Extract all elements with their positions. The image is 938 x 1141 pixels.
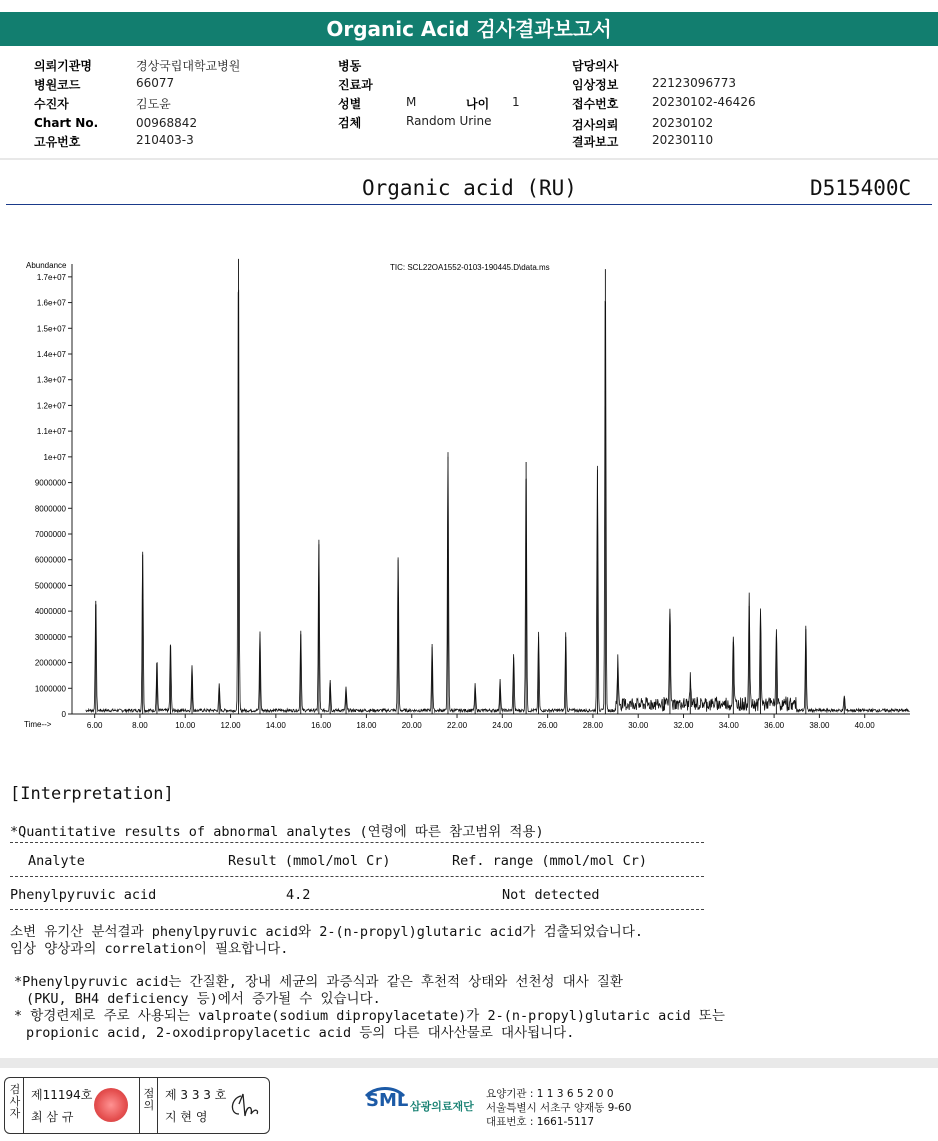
x-tick-label: 12.00 <box>220 721 241 730</box>
y-tick-label: 6000000 <box>34 555 66 565</box>
header-result: Result (mmol/mol Cr) <box>228 853 391 869</box>
row-ref: Not detected <box>502 887 600 903</box>
y-tick-label: 0 <box>61 710 66 719</box>
label-unique-no: 고유번호 <box>34 135 81 149</box>
y-tick-label: 1000000 <box>34 684 66 694</box>
y-tick-label: 1.3e+07 <box>36 375 66 385</box>
examiner-license: 제11194호 <box>31 1088 93 1102</box>
test-name: Organic acid (RU) <box>362 176 577 200</box>
x-tick-label: 8.00 <box>132 721 148 730</box>
x-tick-label: 40.00 <box>854 721 875 730</box>
y-tick-label: 1.6e+07 <box>36 298 66 308</box>
quant-note: *Quantitative results of abnormal analytes (연령에 따른 참고범위 적용) <box>10 824 544 840</box>
note2-line-2: propionic acid, 2-oxodipropylacetic acid 등의 다른 대사산물로 대사됩니다. <box>26 1025 575 1041</box>
confirmer-license: 제 3 3 3 호 <box>165 1088 227 1102</box>
contact-phone: 대표번호 : 1661-5117 <box>486 1116 595 1128</box>
value-age: 1 <box>512 95 520 109</box>
y-axis-label: Abundance <box>26 261 67 270</box>
y-tick-label: 7000000 <box>34 530 66 539</box>
note1-line-2: (PKU, BH4 deficiency 등)에서 증가될 수 있습니다. <box>26 991 381 1007</box>
value-institution: 경상국립대학교병원 <box>136 59 241 73</box>
y-tick-label: 1.1e+07 <box>36 427 66 437</box>
signature-icon <box>227 1092 261 1120</box>
label-specimen: 검체 <box>338 116 362 130</box>
chromatogram <box>20 254 938 734</box>
y-tick-label: 4000000 <box>34 607 66 617</box>
y-tick-label: 1.2e+07 <box>36 401 66 411</box>
contact-address: 서울특별시 서초구 양재동 9-60 <box>486 1102 632 1114</box>
y-tick-label: 5000000 <box>34 581 66 591</box>
x-tick-label: 6.00 <box>86 721 103 730</box>
label-patient: 수진자 <box>34 97 69 111</box>
title-rule <box>6 204 932 205</box>
x-tick-label: 16.00 <box>311 721 332 730</box>
x-tick-label: 10.00 <box>175 721 196 730</box>
value-specimen: Random Urine <box>406 114 492 128</box>
y-tick-label: 9000000 <box>34 478 66 488</box>
label-chart-no: Chart No. <box>34 116 99 130</box>
header-analyte: Analyte <box>28 853 85 869</box>
summary-line-2: 임상 양상과의 correlation이 필요합니다. <box>10 941 289 957</box>
note1-line-1: *Phenylpyruvic acid는 간질환, 장내 세균의 과증식과 같은 후천적 상태와 선천성 대사 질환 <box>14 974 623 990</box>
header-ref: Ref. range (mmol/mol Cr) <box>452 853 648 869</box>
section-divider <box>0 158 938 160</box>
value-hospital-code: 66077 <box>136 76 175 90</box>
x-tick-label: 36.00 <box>764 721 785 730</box>
value-clinical-info: 22123096773 <box>652 76 736 90</box>
value-sex: M <box>406 95 417 109</box>
label-sex: 성별 <box>338 97 362 111</box>
confirmer-name: 지 현 영 <box>165 1110 208 1124</box>
peaks <box>96 259 845 714</box>
label-hospital-code: 병원코드 <box>34 78 81 92</box>
x-tick-label: 14.00 <box>265 721 286 730</box>
table-rule-mid <box>10 876 704 877</box>
y-tick-label: 2000000 <box>34 658 66 668</box>
y-tick-label: 1.5e+07 <box>36 324 66 334</box>
value-unique-no: 210403-3 <box>136 133 194 147</box>
chromatogram-svg <box>20 254 938 734</box>
org-name: 삼광의료재단 <box>410 1100 474 1113</box>
label-clinical-info: 임상정보 <box>572 78 619 92</box>
x-tick-label: 18.00 <box>356 721 377 730</box>
contact-code: 요양기관 : 1 1 3 6 5 2 0 0 <box>486 1088 614 1100</box>
label-age: 나이 <box>466 97 490 111</box>
sml-logo-text: SML <box>366 1090 409 1111</box>
summary-line-1: 소변 유기산 분석결과 phenylpyruvic acid와 2-(n-propyl)glutaric acid가 검출되었습니다. <box>10 924 643 940</box>
x-tick-label: 38.00 <box>809 721 830 730</box>
row-analyte: Phenylpyruvic acid <box>10 887 157 903</box>
y-tick-label: 1e+07 <box>43 452 66 462</box>
label-doctor: 담당의사 <box>572 59 619 73</box>
label-department: 진료과 <box>338 78 373 92</box>
test-code: D515400C <box>810 176 912 200</box>
y-ticks <box>35 273 72 719</box>
x-tick-label: 34.00 <box>718 721 739 730</box>
x-tick-label: 22.00 <box>447 721 468 730</box>
examiner-name: 최 삼 규 <box>31 1110 74 1124</box>
chart-title: TIC: SCL22OA1552-0103-190445.D\data.ms <box>390 263 550 272</box>
x-axis-label: Time--> <box>24 720 52 729</box>
x-tick-label: 26.00 <box>537 721 558 730</box>
x-tick-label: 20.00 <box>401 721 422 730</box>
value-chart-no: 00968842 <box>136 116 198 130</box>
footer-divider <box>0 1058 938 1068</box>
value-report-date: 20230110 <box>652 133 714 147</box>
x-tick-label: 24.00 <box>492 721 513 730</box>
x-ticks <box>87 714 875 730</box>
label-ward: 병동 <box>338 59 362 73</box>
x-tick-label: 32.00 <box>673 721 694 730</box>
table-rule-top <box>10 842 704 843</box>
y-tick-label: 1.4e+07 <box>36 350 66 359</box>
value-request-date: 20230102 <box>652 116 714 130</box>
signature-box <box>4 1077 270 1134</box>
y-tick-label: 1.7e+07 <box>36 272 66 282</box>
value-patient: 김도윤 <box>136 97 171 111</box>
patient-info <box>0 0 938 160</box>
x-tick-label: 30.00 <box>628 721 649 730</box>
label-institution: 의뢰기관명 <box>34 59 92 73</box>
interpretation-title: [Interpretation] <box>10 784 174 804</box>
tic-trace <box>86 290 910 712</box>
row-result: 4.2 <box>286 887 311 903</box>
report-title: Organic Acid 검사결과보고서 <box>0 12 938 46</box>
note2-line-1: * 항경련제로 주로 사용되는 valproate(sodium dipropylacetate)가 2-(n-propyl)glutaric acid 또는 <box>14 1008 725 1024</box>
value-receipt-no: 20230102-46426 <box>652 95 756 109</box>
y-tick-label: 8000000 <box>34 504 66 514</box>
confirmer-label: 점의 <box>143 1087 155 1112</box>
label-receipt-no: 접수번호 <box>572 97 619 111</box>
label-report-date: 결과보고 <box>572 135 619 149</box>
label-request-date: 검사의뢰 <box>572 118 619 132</box>
seal-stamp-icon <box>94 1088 128 1122</box>
examiner-label: 검사자 <box>9 1083 21 1120</box>
axes <box>72 264 910 714</box>
y-tick-label: 3000000 <box>34 632 66 642</box>
table-rule-bottom <box>10 909 704 910</box>
x-tick-label: 28.00 <box>582 721 603 730</box>
